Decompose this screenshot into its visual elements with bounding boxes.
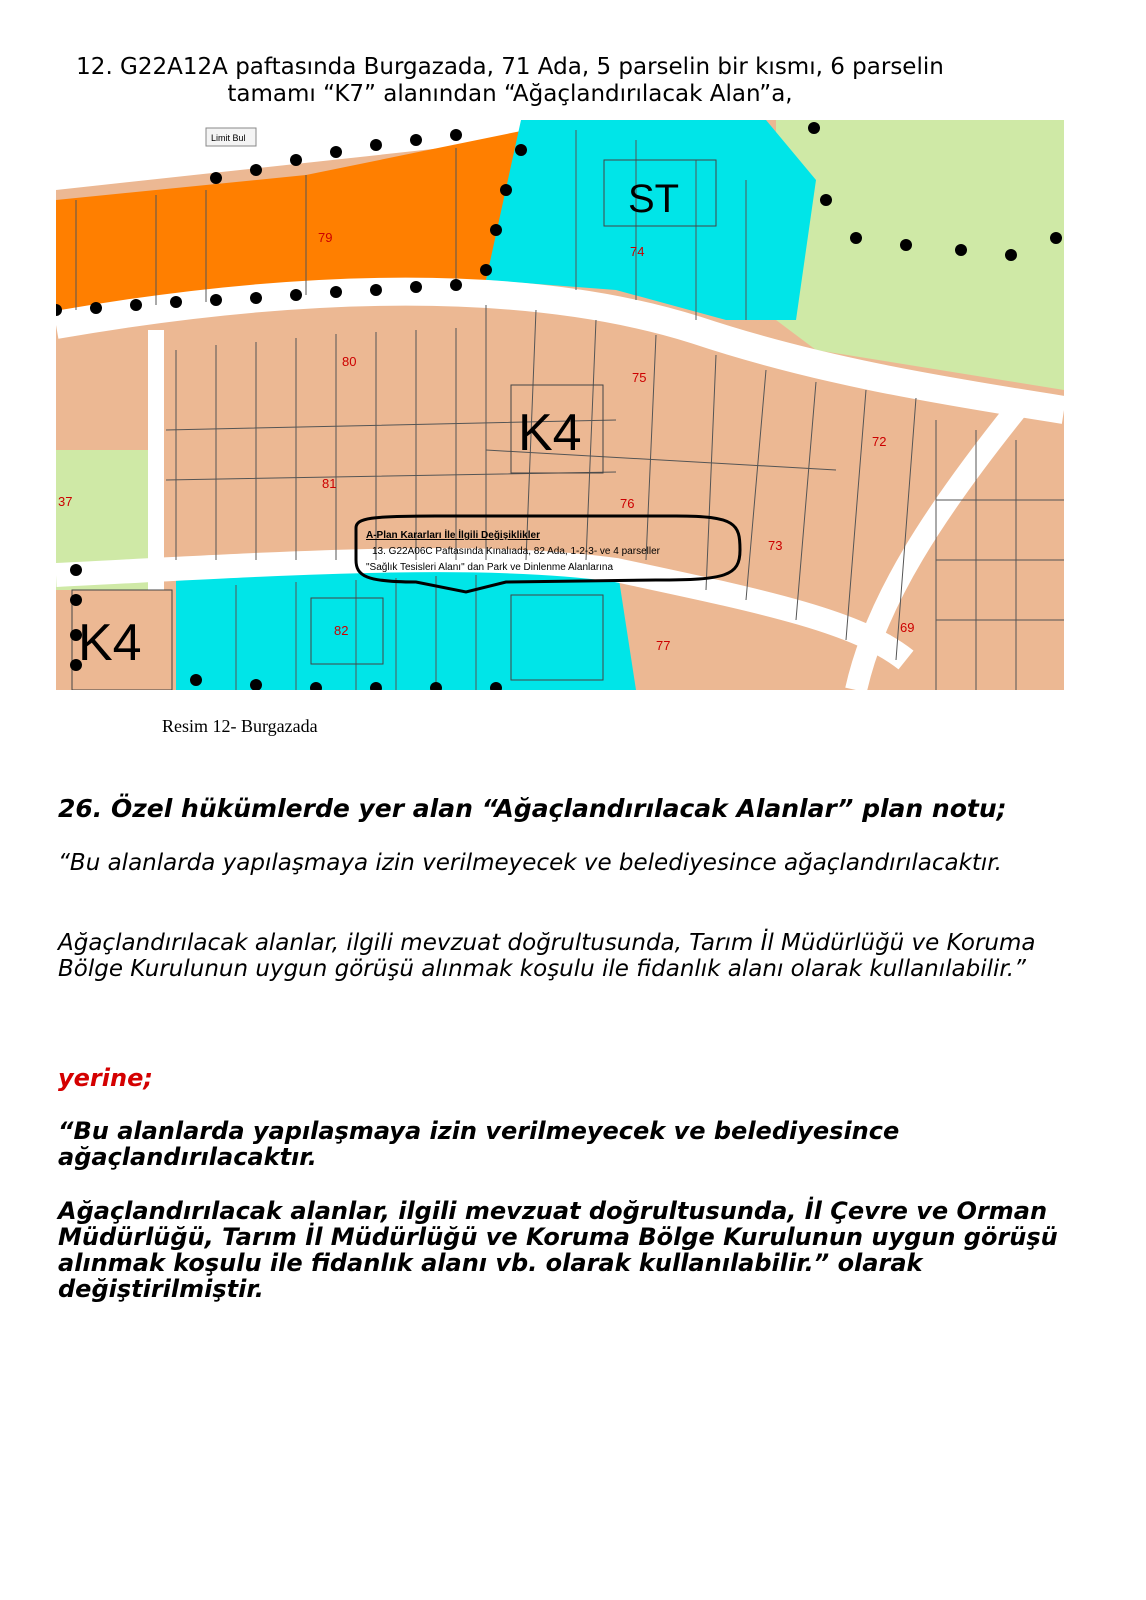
green-area-top-right	[776, 120, 1064, 390]
zoning-map	[56, 120, 1064, 690]
new-note-paragraph-1: “Bu alanlarda yapılaşmaya izin verilmeyecek ve belediyesince ağaçlandırılacaktır.	[58, 1117, 900, 1171]
block-number: 79	[318, 230, 333, 245]
yerine-label: yerine;	[58, 1064, 153, 1092]
block-number: 73	[768, 538, 783, 553]
block-number: 80	[342, 354, 357, 369]
block-number: 75	[632, 370, 647, 385]
original-note-paragraph-2: Ağaçlandırılacak alanlar, ilgili mevzuat doğrultusunda, Tarım İl Müdürlüğü ve Koruma Bölge Kurulunun uygun görüşü alınmak koşulu ile fidanlık alanı olarak kullanılabilir.”	[58, 930, 1036, 982]
note-line-1: 13. G22A06C Paftasında Kınalıada, 82 Ada, 1-2-3- ve 4 parseller	[372, 546, 660, 557]
block-number: 82	[334, 623, 349, 638]
page-title	[0, 54, 1020, 108]
original-note-paragraph-1: “Bu alanlarda yapılaşmaya izin verilmeyecek ve belediyesince ağaçlandırılacaktır.	[58, 850, 1002, 876]
new-note-paragraph-2: Ağaçlandırılacak alanlar, ilgili mevzuat doğrultusunda, İl Çevre ve Orman Müdürlüğü, Tarım İl Müdürlüğü ve Koruma Bölge Kurulunun uygun görüşü alınmak koşulu ile fidanlık alanı vb. olarak kullanılabilir.” olarak değiştirilmiştir.	[58, 1197, 1058, 1303]
title-line-2: tamamı “K7” alanından “Ağaçlandırılacak Alan”a,	[227, 81, 793, 107]
block-number: 72	[872, 434, 887, 449]
note-line-2: "Sağlık Tesisleri Alanı" dan Park ve Dinlenme Alanlarına	[366, 562, 614, 573]
block-number: 76	[620, 496, 635, 511]
cyan-zone-bottom	[176, 560, 636, 690]
zone-label-k4-center: K4	[518, 404, 582, 462]
block-number: 81	[322, 476, 337, 491]
block-number: 37	[58, 494, 73, 509]
block-number: 74	[630, 244, 645, 259]
title-line-1: 12. G22A12A paftasında Burgazada, 71 Ada, 5 parselin bir kısmı, 6 parselin	[76, 54, 944, 80]
block-number: 77	[656, 638, 671, 653]
figure-caption: Resim 12- Burgazada	[162, 716, 318, 736]
section-heading: 26. Özel hükümlerde yer alan “Ağaçlandırılacak Alanlar” plan notu;	[58, 794, 1007, 823]
zone-label-st: ST	[628, 177, 680, 221]
note-title: A-Plan Kararları İle İlgili Değişiklikler	[366, 530, 540, 541]
block-number: 69	[900, 620, 915, 635]
zone-label-k4-left: K4	[78, 614, 142, 672]
road-label: Limit Bul	[211, 133, 246, 143]
zoning-map-svg	[56, 120, 1064, 690]
